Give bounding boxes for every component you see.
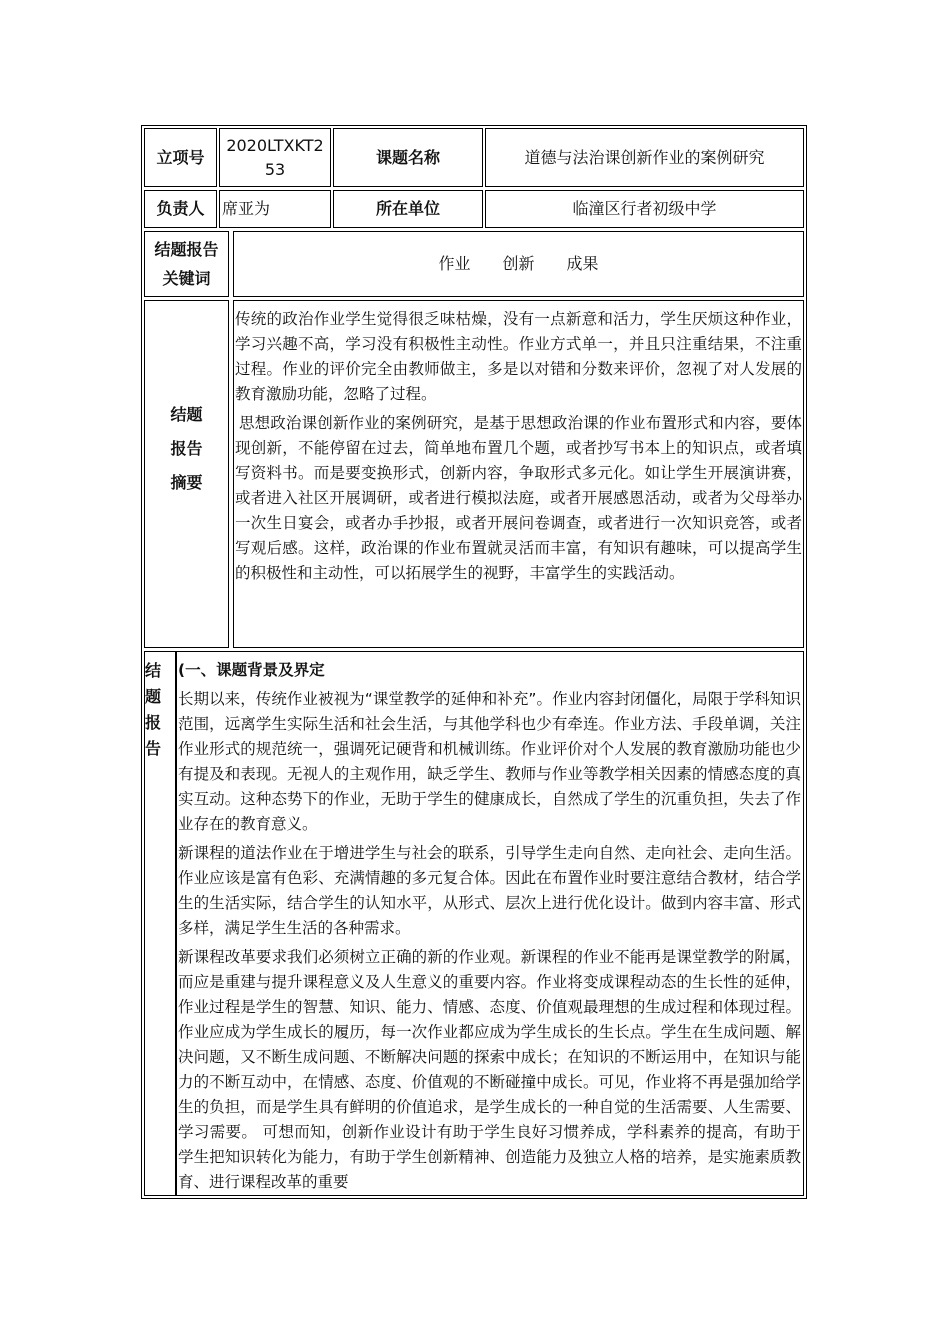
label-leader: 负责人 xyxy=(144,190,217,228)
keywords-value xyxy=(233,231,804,297)
abstract-paragraph: 传统的政治作业学生觉得很乏味枯燥，没有一点新意和活力，学生厌烦这种作业，学习兴趣不高，学习没有积极性主动性。作业方式单一，并且只注重结果，不注重过程。作业的评价完全由教师做主，多是以对错和分数来评价，忽视了对人发展的教育激励功能，忽略了过程。 xyxy=(235,310,802,403)
label-abstract-line: 摘要 xyxy=(170,473,203,492)
label-abstract-line: 结题 xyxy=(170,405,203,424)
keyword-item: 成果 xyxy=(566,254,599,273)
abstract-paragraph: 思想政治课创新作业的案例研究，是基于思想政治课的作业布置形式和内容，要体现创新，不能停留在过去，简单地布置几个题，或者抄写书本上的知识点，或者填写资料书。而是要变换形式，创新内容，争取形式多元化。如让学生开展演讲赛，或者进入社区开展调研，或者进行模拟法庭，或者开展感恩活动，或者为父母举办一次生日宴会，或者办手抄报，或者开展问卷调查，或者进行一次知识竞答，或者写观后感。这样，政治课的作业布置就灵活而丰富，有知识有趣味，可以提高学生的积极性和主动性，可以拓展学生的视野，丰富学生的实践活动。 xyxy=(235,414,802,582)
label-topic-name: 课题名称 xyxy=(333,128,483,187)
label-keywords-line2: 关键词 xyxy=(162,269,211,288)
abstract-text xyxy=(235,307,802,586)
abstract-value xyxy=(233,300,804,648)
label-keywords xyxy=(144,231,229,297)
label-report xyxy=(144,651,176,1196)
report-heading: (一、课题背景及界定 xyxy=(178,661,325,679)
report-paragraph: 新课程改革要求我们必须树立正确的新的作业观。新课程的作业不能再是课堂教学的附属，而应是重建与提升课程意义及人生意义的重要内容。作业将变成课程动态的生长性的延伸，作业过程是学生的智慧、知识、能力、情感、态度、价值观最理想的生成过程和体现过程。作业应成为学生成长的履历，每一次作业都应成为学生成长的生长点。学生在生成问题、解决问题，又不断生成问题、不断解决问题的探索中成长；在知识的不断运用中，在知识与能力的不断互动中，在情感、态度、价值观的不断碰撞中成长。可见，作业将不再是强加给学生的负担，而是学生具有鲜明的价值追求，是学生成长的一种自觉的生活需要、人生需要、学习需要。 可想而知，创新作业设计有助于学生良好习惯养成，学科素养的提高，有助于学生把知识转化为能力，有助于学生创新精神、创造能力及独立人格的培养，是实施素质教育、进行课程改革的重要 xyxy=(178,948,801,1191)
keyword-item: 作业 xyxy=(438,254,471,273)
label-report-line: 结题 xyxy=(145,661,162,706)
label-report-line: 报告 xyxy=(145,713,162,758)
label-keywords-line1: 结题报告 xyxy=(154,240,219,259)
report-text xyxy=(178,658,801,1195)
report-paragraph: 新课程的道法作业在于增进学生与社会的联系，引导学生走向自然、走向社会、走向生活。作业应该是富有色彩、充满情趣的多元复合体。因此在布置作业时要注意结合教材，结合学生的生活实际，结合学生的认知水平，从形式、层次上进行优化设计。做到内容丰富、形式多样，满足学生生活的各种需求。 xyxy=(178,844,801,937)
topic-name-value: 道德与法治课创新作业的案例研究 xyxy=(485,128,804,187)
leader-value xyxy=(219,190,331,228)
label-project-no: 立项号 xyxy=(144,128,217,187)
label-unit: 所在单位 xyxy=(333,190,483,228)
keyword-item: 创新 xyxy=(502,254,535,273)
leader-text: 席亚为 xyxy=(222,199,271,218)
label-abstract-line: 报告 xyxy=(170,439,203,458)
report-body xyxy=(176,651,804,1196)
project-no-value xyxy=(219,128,331,187)
project-no-text: 2020LTXKT253 xyxy=(226,135,324,179)
label-abstract xyxy=(144,300,229,648)
unit-value: 临潼区行者初级中学 xyxy=(485,190,804,228)
report-paragraph: 长期以来，传统作业被视为“课堂教学的延伸和补充”。作业内容封闭僵化，局限于学科知识范围，远离学生实际生活和社会生活，与其他学科也少有牵连。作业方法、手段单调，关注作业形式的规范统一，强调死记硬背和机械训练。作业评价对个人发展的教育激励功能也少有提及和表现。无视人的主观作用，缺乏学生、教师与作业等教学相关因素的情感态度的真实互动。这种态势下的作业，无助于学生的健康成长，自然成了学生的沉重负担，失去了作业存在的教育意义。 xyxy=(178,690,801,833)
